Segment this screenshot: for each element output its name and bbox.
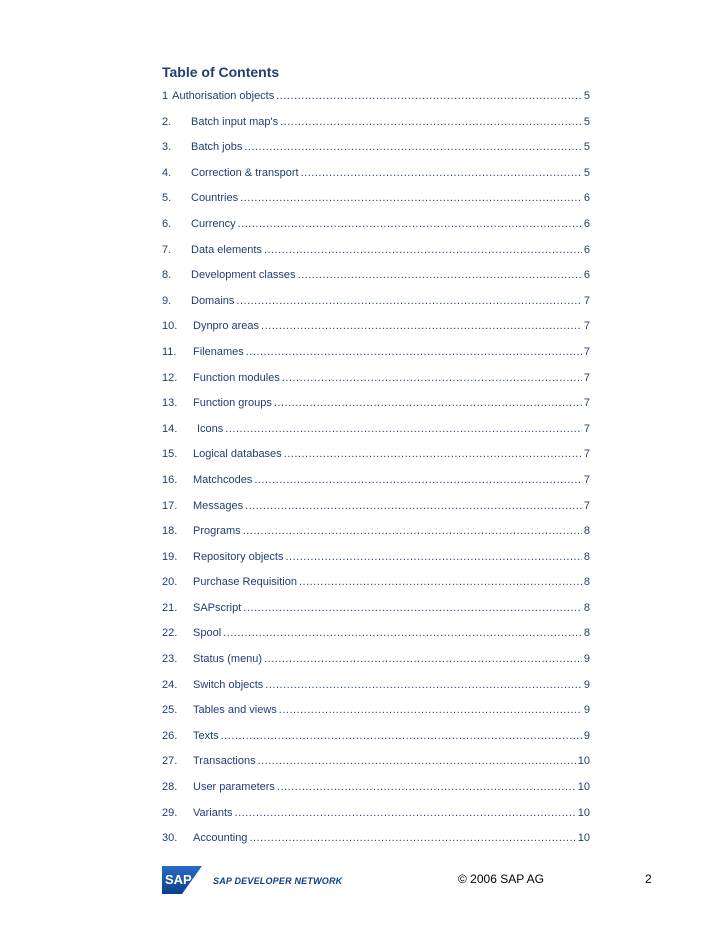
toc-entry-number: 24. bbox=[162, 678, 178, 691]
toc-entry-page: 7 bbox=[583, 499, 590, 512]
toc-entry[interactable] bbox=[162, 167, 590, 193]
toc-entry-number: 8. bbox=[162, 269, 172, 282]
toc-entry-number: 2. bbox=[162, 115, 172, 128]
toc-entry-number: 20. bbox=[162, 576, 178, 589]
toc-entry[interactable] bbox=[162, 192, 590, 218]
toc-leader-dots bbox=[276, 90, 582, 102]
toc-leader-dots bbox=[225, 423, 582, 435]
toc-entry[interactable] bbox=[162, 832, 590, 858]
toc-entry-label: Transactions bbox=[193, 755, 256, 768]
toc-leader-dots bbox=[258, 755, 576, 767]
toc-leader-dots bbox=[277, 781, 576, 793]
toc-entry[interactable] bbox=[162, 500, 590, 526]
toc-entry-page: 7 bbox=[583, 345, 590, 358]
toc-entry-label: Spool bbox=[193, 627, 222, 640]
toc-entry-label: Logical databases bbox=[193, 448, 282, 461]
toc-leader-dots bbox=[236, 295, 581, 307]
toc-entry[interactable] bbox=[162, 448, 590, 474]
toc-leader-dots bbox=[249, 832, 575, 844]
toc-entry-label: Batch jobs bbox=[191, 141, 243, 154]
toc-entry-page: 8 bbox=[583, 525, 590, 538]
toc-entry-page: 7 bbox=[583, 320, 590, 333]
toc-entry-page: 8 bbox=[583, 550, 590, 563]
toc-entry-page: 6 bbox=[583, 192, 590, 205]
toc-entry[interactable] bbox=[162, 781, 590, 807]
toc-entry-label: Status (menu) bbox=[193, 653, 263, 666]
toc-leader-dots bbox=[284, 448, 582, 460]
toc-entry-page: 10 bbox=[577, 806, 590, 819]
toc-entry-label: Function modules bbox=[193, 371, 280, 384]
toc-entry[interactable] bbox=[162, 704, 590, 730]
toc-entry-page: 6 bbox=[583, 217, 590, 230]
toc-entry-number: 18. bbox=[162, 525, 178, 538]
toc-entry[interactable] bbox=[162, 627, 590, 653]
toc-entry-page: 6 bbox=[583, 243, 590, 256]
toc-entry[interactable] bbox=[162, 807, 590, 833]
toc-entry[interactable] bbox=[162, 730, 590, 756]
toc-entry[interactable] bbox=[162, 141, 590, 167]
toc-entry-number: 27. bbox=[162, 755, 178, 768]
toc-entry-label: Purchase Requisition bbox=[193, 576, 297, 589]
toc-leader-dots bbox=[240, 192, 582, 204]
toc-entry-page: 7 bbox=[583, 397, 590, 410]
toc-leader-dots bbox=[286, 551, 582, 563]
toc-entry-label: Tables and views bbox=[193, 704, 277, 717]
developer-network-text: SAP DEVELOPER NETWORK bbox=[213, 876, 343, 886]
svg-text:SAP: SAP bbox=[165, 872, 192, 887]
toc-entry-number: 29. bbox=[162, 806, 178, 819]
toc-entry-label: Domains bbox=[191, 294, 235, 307]
toc-entry-number: 1 bbox=[162, 90, 169, 102]
toc-entry-page: 10 bbox=[577, 781, 590, 794]
toc-entry-label: Countries bbox=[191, 192, 239, 205]
toc-entry-label: Icons bbox=[197, 422, 224, 435]
toc-leader-dots bbox=[221, 730, 582, 742]
toc-entry-label: Messages bbox=[193, 499, 244, 512]
toc-entry-number: 3. bbox=[162, 141, 172, 154]
toc-leader-dots bbox=[274, 397, 582, 409]
toc-entry-number: 5. bbox=[162, 192, 172, 205]
toc-entry[interactable] bbox=[162, 679, 590, 705]
toc-entry-page: 5 bbox=[583, 90, 590, 102]
toc-entry-label: Data elements bbox=[191, 243, 262, 256]
page-footer bbox=[0, 862, 728, 902]
toc-title: Table of Contents bbox=[162, 64, 280, 80]
toc-list bbox=[162, 90, 590, 858]
toc-entry-number: 26. bbox=[162, 729, 178, 742]
toc-entry[interactable] bbox=[162, 372, 590, 398]
toc-entry-number: 19. bbox=[162, 550, 178, 563]
toc-entry[interactable] bbox=[162, 551, 590, 577]
toc-entry-number: 9. bbox=[162, 294, 172, 307]
toc-entry-page: 7 bbox=[583, 448, 590, 461]
toc-entry-page: 6 bbox=[583, 269, 590, 282]
toc-entry-label: Matchcodes bbox=[193, 473, 253, 486]
toc-entry-label: Function groups bbox=[193, 397, 272, 410]
toc-entry-label: Filenames bbox=[193, 345, 244, 358]
toc-entry-number: 6. bbox=[162, 217, 172, 230]
toc-leader-dots bbox=[254, 474, 582, 486]
toc-entry[interactable] bbox=[162, 116, 590, 142]
toc-entry-page: 7 bbox=[583, 294, 590, 307]
toc-entry-number: 13. bbox=[162, 397, 178, 410]
toc-entry-page: 9 bbox=[583, 678, 590, 691]
toc-leader-dots bbox=[243, 525, 582, 537]
toc-leader-dots bbox=[244, 141, 582, 153]
toc-entry-number: 7. bbox=[162, 243, 172, 256]
toc-leader-dots bbox=[235, 807, 576, 819]
toc-entry-number: 21. bbox=[162, 601, 178, 614]
toc-leader-dots bbox=[264, 653, 582, 665]
toc-entry-page: 7 bbox=[583, 473, 590, 486]
toc-entry-number: 30. bbox=[162, 832, 178, 845]
toc-entry[interactable] bbox=[162, 423, 590, 449]
toc-entry[interactable] bbox=[162, 90, 590, 116]
toc-leader-dots bbox=[265, 679, 582, 691]
page-number: 2 bbox=[645, 872, 652, 886]
toc-entry-number: 15. bbox=[162, 448, 178, 461]
toc-entry-label: Currency bbox=[191, 217, 236, 230]
toc-entry-label: Development classes bbox=[191, 269, 296, 282]
toc-entry-number: 4. bbox=[162, 166, 172, 179]
toc-entry-label: Repository objects bbox=[193, 550, 284, 563]
toc-entry[interactable] bbox=[162, 346, 590, 372]
sap-logo bbox=[162, 866, 202, 894]
toc-entry[interactable] bbox=[162, 244, 590, 270]
toc-leader-dots bbox=[298, 269, 582, 281]
toc-entry-number: 28. bbox=[162, 781, 178, 794]
toc-entry-label: Texts bbox=[193, 729, 219, 742]
toc-entry[interactable] bbox=[162, 576, 590, 602]
toc-leader-dots bbox=[299, 576, 582, 588]
toc-entry-page: 9 bbox=[583, 729, 590, 742]
toc-entry[interactable] bbox=[162, 525, 590, 551]
toc-entry-label: Accounting bbox=[193, 832, 248, 845]
toc-leader-dots bbox=[264, 244, 582, 256]
toc-entry[interactable] bbox=[162, 474, 590, 500]
toc-leader-dots bbox=[245, 500, 582, 512]
toc-entry-label: Dynpro areas bbox=[193, 320, 260, 333]
toc-entry-page: 8 bbox=[583, 627, 590, 640]
toc-entry-page: 9 bbox=[583, 704, 590, 717]
toc-entry-page: 7 bbox=[583, 371, 590, 384]
toc-entry[interactable] bbox=[162, 397, 590, 423]
toc-leader-dots bbox=[282, 372, 582, 384]
toc-leader-dots bbox=[223, 627, 582, 639]
toc-entry-number: 17. bbox=[162, 499, 178, 512]
toc-entry-label: Batch input map's bbox=[191, 115, 279, 128]
toc-leader-dots bbox=[238, 218, 582, 230]
toc-leader-dots bbox=[243, 602, 582, 614]
toc-entry-page: 5 bbox=[583, 115, 590, 128]
toc-entry-label: Authorisation objects bbox=[172, 90, 275, 102]
toc-entry-number: 25. bbox=[162, 704, 178, 717]
toc-entry-number: 11. bbox=[162, 345, 177, 358]
toc-entry-page: 8 bbox=[583, 576, 590, 589]
toc-entry-number: 12. bbox=[162, 371, 178, 384]
toc-entry-label: Correction & transport bbox=[191, 166, 299, 179]
toc-entry-label: Programs bbox=[193, 525, 241, 538]
toc-entry-page: 9 bbox=[583, 653, 590, 666]
toc-entry[interactable] bbox=[162, 295, 590, 321]
toc-entry-number: 23. bbox=[162, 653, 178, 666]
toc-entry[interactable] bbox=[162, 320, 590, 346]
toc-entry-number: 10. bbox=[162, 320, 178, 333]
toc-entry-number: 16. bbox=[162, 473, 178, 486]
toc-entry-page: 8 bbox=[583, 601, 590, 614]
toc-entry[interactable] bbox=[162, 755, 590, 781]
toc-entry-page: 10 bbox=[577, 755, 590, 768]
toc-entry-label: SAPscript bbox=[193, 601, 242, 614]
toc-leader-dots bbox=[279, 704, 582, 716]
toc-leader-dots bbox=[246, 346, 582, 358]
toc-entry-label: Variants bbox=[193, 806, 233, 819]
toc-entry-page: 7 bbox=[583, 422, 590, 435]
toc-leader-dots bbox=[301, 167, 582, 179]
toc-entry[interactable] bbox=[162, 602, 590, 628]
toc-entry[interactable] bbox=[162, 269, 590, 295]
toc-entry-label: Switch objects bbox=[193, 678, 264, 691]
toc-leader-dots bbox=[280, 116, 582, 128]
toc-entry[interactable] bbox=[162, 218, 590, 244]
copyright-text: © 2006 SAP AG bbox=[458, 872, 545, 886]
toc-entry-number: 22. bbox=[162, 627, 178, 640]
toc-entry-number: 14. bbox=[162, 422, 178, 435]
toc-entry-page: 5 bbox=[583, 141, 590, 154]
toc-entry-page: 5 bbox=[583, 166, 590, 179]
toc-entry-page: 10 bbox=[577, 832, 590, 845]
toc-entry-label: User parameters bbox=[193, 781, 275, 794]
toc-entry[interactable] bbox=[162, 653, 590, 679]
toc-leader-dots bbox=[261, 320, 582, 332]
